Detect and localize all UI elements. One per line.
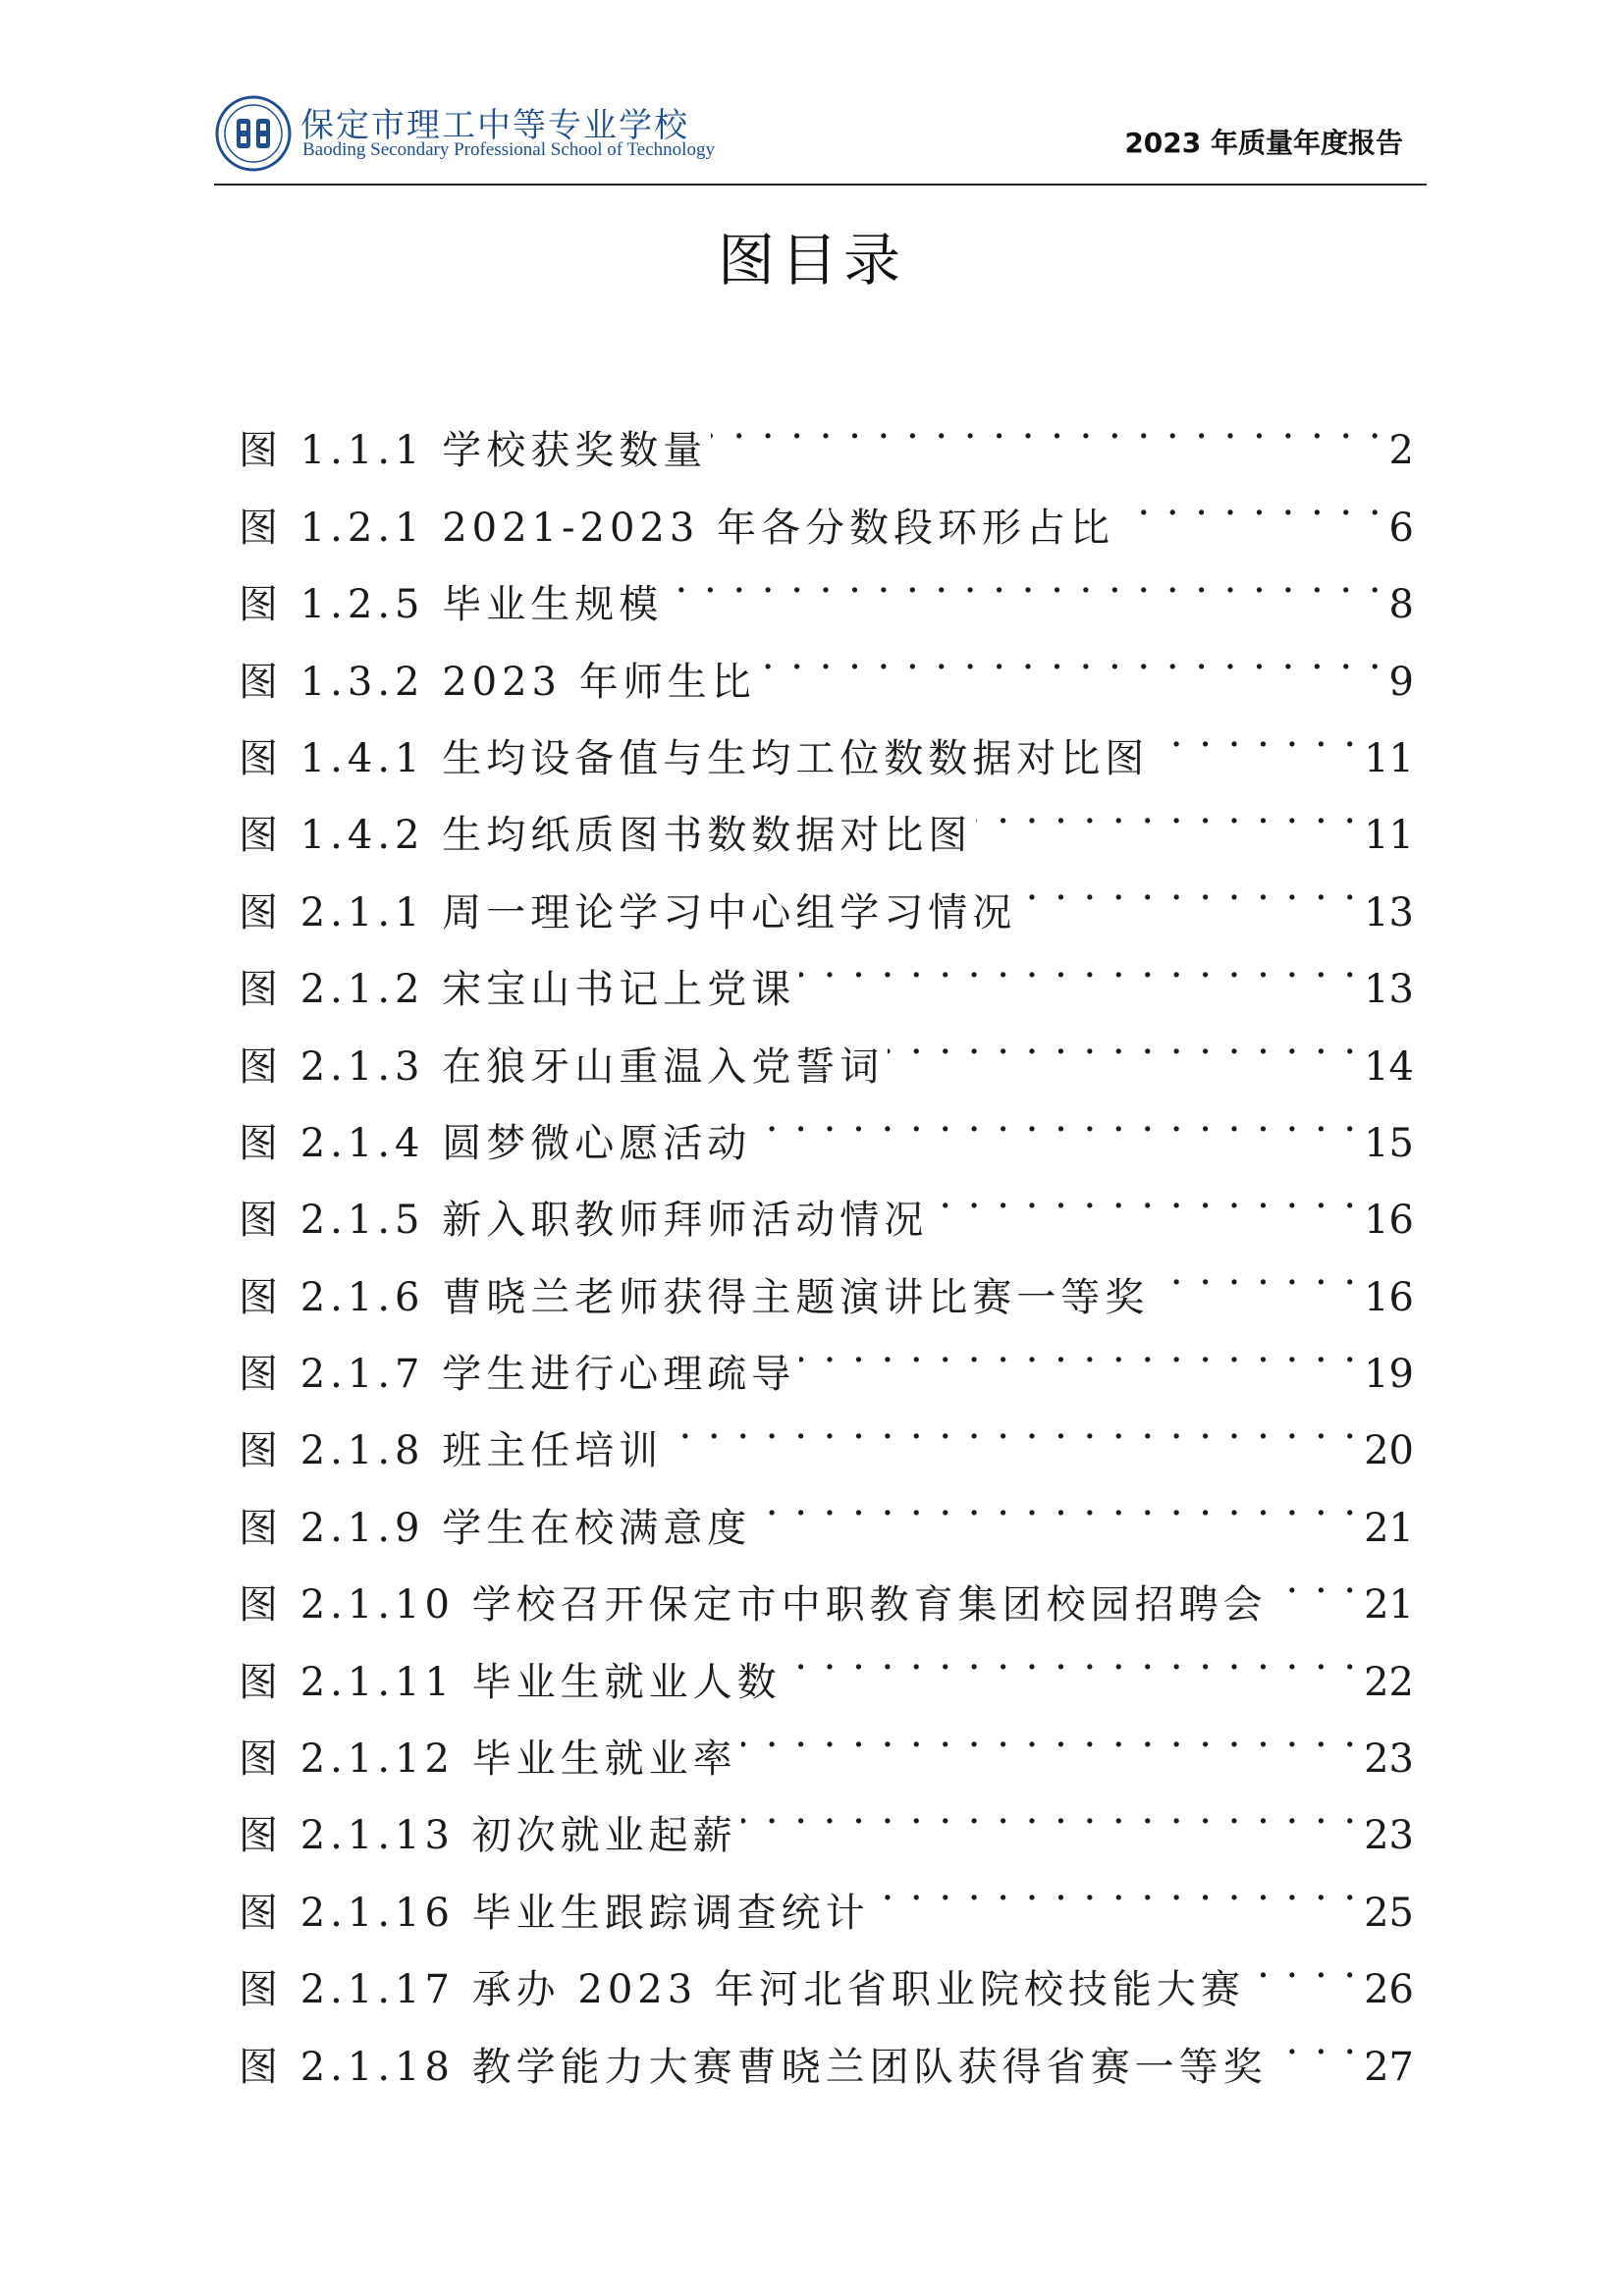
toc-dot-leader xyxy=(874,1848,1358,1925)
school-emblem-icon xyxy=(214,94,293,173)
page-title: 图目录 xyxy=(717,227,906,294)
toc-entry-page-number: 27 xyxy=(1364,2044,1414,2090)
toc-dot-leader xyxy=(1118,463,1383,540)
toc-dot-leader xyxy=(755,1464,1358,1540)
toc-entry-label: 图 2.1.11 毕业生就业人数 xyxy=(239,1659,782,1705)
toc-entry-label: 图 2.1.12 毕业生就业率 xyxy=(239,1736,737,1783)
toc-entry-page-number: 21 xyxy=(1364,1582,1414,1629)
toc-entry-label: 图 2.1.4 圆梦微心愿活动 xyxy=(239,1120,752,1166)
toc-dot-leader xyxy=(976,772,1358,848)
toc-entry-page-number: 11 xyxy=(1364,813,1414,859)
toc-entry-page-number: 16 xyxy=(1364,1274,1414,1320)
toc-entry-label: 图 2.1.13 初次就业起薪 xyxy=(239,1813,737,1859)
toc-entry-page-number: 19 xyxy=(1364,1352,1414,1398)
toc-entry-label: 图 2.1.10 学校召开保定市中职教育集团校园招聘会 xyxy=(239,1582,1268,1629)
toc-dot-leader xyxy=(799,926,1358,1002)
toc-entry-page-number: 20 xyxy=(1364,1428,1414,1474)
toc-dot-leader xyxy=(1272,1541,1358,1618)
toc-entry-label: 图 2.1.8 班主任培训 xyxy=(239,1428,664,1474)
toc-dot-leader xyxy=(755,1080,1358,1156)
toc-dot-leader xyxy=(888,1002,1358,1079)
toc-entry-page-number: 2 xyxy=(1388,428,1414,474)
toc-dot-leader xyxy=(799,1310,1358,1387)
toc-dot-leader xyxy=(741,1695,1358,1772)
toc-entry-page-number: 8 xyxy=(1388,582,1414,628)
toc-entry-label: 图 2.1.3 在狼牙山重温入党誓词 xyxy=(239,1043,885,1090)
toc-dot-leader xyxy=(1249,1926,1358,2002)
toc-entry-label: 图 2.1.18 教学能力大赛曹晓兰团队获得省赛一等奖 xyxy=(239,2044,1268,2090)
toc-entry-page-number: 16 xyxy=(1364,1198,1414,1244)
toc-entry-label: 图 2.1.17 承办 2023 年河北省职业院校技能大赛 xyxy=(239,1967,1245,2013)
toc-entry-label: 图 2.1.6 曹晓兰老师获得主题演讲比赛一等奖 xyxy=(239,1274,1150,1320)
toc-entry-label: 图 1.2.1 2021-2023 年各分数段环形占比 xyxy=(239,505,1115,551)
header-divider xyxy=(214,184,1427,186)
toc-dot-leader xyxy=(785,1618,1358,1694)
toc-entry-page-number: 9 xyxy=(1388,659,1414,705)
toc-entry-page-number: 26 xyxy=(1364,1967,1414,2013)
toc-entry-page-number: 23 xyxy=(1364,1813,1414,1859)
toc-entry-label: 图 1.4.2 生均纸质图书数数据对比图 xyxy=(239,813,973,859)
toc-entry-label: 图 1.2.5 毕业生规模 xyxy=(239,582,664,628)
toc-dot-leader xyxy=(711,387,1382,463)
toc-entry-page-number: 13 xyxy=(1364,967,1414,1013)
toc-entry-label: 图 2.1.16 毕业生跟踪调查统计 xyxy=(239,1890,870,1936)
toc-entry-page-number: 11 xyxy=(1364,735,1414,781)
toc-dot-leader xyxy=(741,1772,1358,1848)
toc-entry-label: 图 2.1.2 宋宝山书记上党课 xyxy=(239,967,796,1013)
school-name-en: Baoding Secondary Professional School of Technology xyxy=(302,139,715,160)
toc-entry[interactable] xyxy=(239,387,1414,474)
toc-entry-label: 图 1.3.2 2023 年师生比 xyxy=(239,659,756,705)
toc-entry-page-number: 6 xyxy=(1388,505,1414,551)
school-name-cn: 保定市理工中等专业学校 xyxy=(300,106,689,145)
toc-entry-page-number: 15 xyxy=(1364,1120,1414,1166)
toc-entry-label: 图 2.1.7 学生进行心理疏导 xyxy=(239,1352,796,1398)
toc-dot-leader xyxy=(760,617,1383,694)
toc-entry-label: 图 1.1.1 学校获奖数量 xyxy=(239,428,708,474)
toc-entry-label: 图 2.1.1 周一理论学习中心组学习情况 xyxy=(239,889,1017,935)
toc-dot-leader xyxy=(667,1387,1358,1464)
toc-entry-page-number: 22 xyxy=(1364,1659,1414,1705)
toc-dot-leader xyxy=(1153,1233,1358,1309)
toc-dot-leader xyxy=(1020,848,1358,925)
toc-entry-page-number: 14 xyxy=(1364,1043,1414,1090)
figure-toc-list xyxy=(239,387,1414,2090)
toc-entry-page-number: 25 xyxy=(1364,1890,1414,1936)
toc-entry-page-number: 21 xyxy=(1364,1505,1414,1551)
toc-entry-label: 图 2.1.9 学生在校满意度 xyxy=(239,1505,752,1551)
toc-dot-leader xyxy=(1272,2002,1358,2079)
toc-entry-label: 图 2.1.5 新入职教师拜师活动情况 xyxy=(239,1198,929,1244)
toc-dot-leader xyxy=(1153,695,1358,772)
toc-entry-label: 图 1.4.1 生均设备值与生均工位数数据对比图 xyxy=(239,735,1150,781)
toc-dot-leader xyxy=(667,541,1382,617)
toc-dot-leader xyxy=(932,1156,1358,1233)
page-header xyxy=(214,94,1427,185)
toc-entry-page-number: 23 xyxy=(1364,1736,1414,1783)
toc-entry-page-number: 13 xyxy=(1364,889,1414,935)
report-title: 2023 年质量年度报告 xyxy=(1124,127,1403,159)
